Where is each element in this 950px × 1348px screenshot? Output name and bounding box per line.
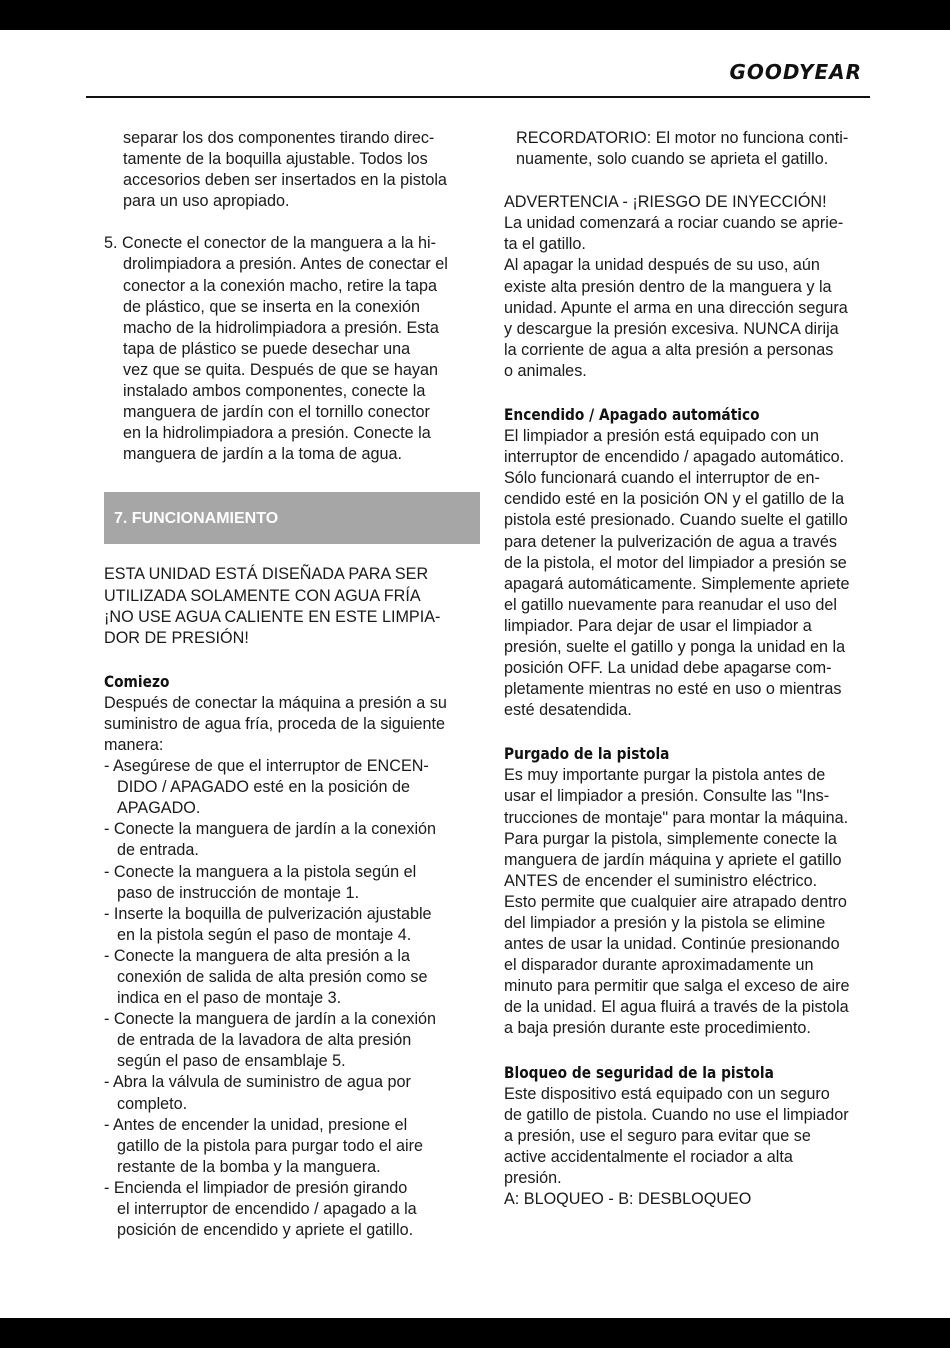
text-line: existe alta presión dentro de la manguera y la (504, 277, 832, 296)
top-black-band (0, 0, 950, 30)
cold-water-warning (104, 564, 480, 648)
text-line: o animales. (504, 361, 587, 380)
text-line: ANTES de encender el suministro eléctrico. (504, 871, 818, 890)
text-line: posición de encendido y apriete el gatillo. (117, 1221, 414, 1240)
heading-safety-lock: Bloqueo de seguridad de la pistola (504, 1062, 774, 1082)
text-line: unidad. Apunte el arma en una dirección segura (504, 298, 848, 317)
text-line: Después de conectar la máquina a presión a su (104, 693, 447, 712)
text-line: tapa de plástico se puede desechar una (123, 339, 411, 358)
text-line: esté desatendida. (504, 701, 632, 720)
text-line: de gatillo de pistola. Cuando no use el limpiador (504, 1105, 849, 1124)
purge-text (504, 765, 884, 1039)
goodyear-logo: GOODYEAR (729, 60, 862, 84)
text-line: ta el gatillo. (504, 235, 586, 254)
text-line: - Abra la válvula de suministro de agua por (104, 1073, 411, 1092)
text-line: minuto para permitir que salga el exceso de aire (504, 977, 850, 996)
text-line: DIDO / APAGADO esté en la posición de (117, 778, 411, 797)
text-line: - Inserte la boquilla de pulverización ajustable (104, 904, 432, 923)
text-line: el interruptor de encendido / apagado a la (117, 1200, 417, 1219)
text-line: Esto permite que cualquier aire atrapado dentro (504, 892, 847, 911)
text-line: de la pistola, el motor del limpiador a presión se (504, 553, 847, 572)
text-line: UTILIZADA SOLAMENTE CON AGUA FRÍA (104, 586, 421, 605)
text-line: usar el limpiador a presión. Consulte las "Ins- (504, 787, 830, 806)
text-line: a baja presión durante este procedimiento. (504, 1019, 811, 1038)
text-line: tamente de la boquilla ajustable. Todos los (123, 150, 428, 169)
text-line: de la unidad. El agua fluirá a través de la pistola (504, 998, 849, 1017)
text-line: active accidentalmente el rociador a alta (504, 1147, 793, 1166)
text-line: el disparador durante aproximadamente un (504, 956, 814, 975)
text-line: instalado ambos componentes, conecte la (123, 382, 426, 401)
text-line: conector a la conexión macho, retire la tapa (123, 276, 438, 295)
text-line: paso de instrucción de montaje 1. (117, 883, 360, 902)
text-line: para un uso apropiado. (123, 192, 290, 211)
text-line: pletamente mientras no esté en uso o mientras (504, 680, 842, 699)
text-line: de entrada de la lavadora de alta presión (117, 1031, 412, 1050)
text-line: según el paso de ensamblaje 5. (117, 1052, 346, 1071)
bottom-black-band (0, 1318, 950, 1348)
text-line: manguera de jardín a la toma de agua. (123, 445, 402, 464)
auto-on-off-text (504, 426, 884, 721)
text-line: apagará automáticamente. Simplemente apriete (504, 574, 850, 593)
text-line: - Conecte la manguera de jardín a la conexión (104, 1010, 437, 1029)
text-line: en la hidrolimpiadora a presión. Conecte la (123, 424, 431, 443)
text-line: nuamente, solo cuando se aprieta el gatillo. (516, 150, 829, 169)
text-line: - Asegúrese de que el interruptor de ENCEN- (104, 757, 429, 776)
heading-purge: Purgado de la pistola (504, 744, 670, 764)
text-line: APAGADO. (117, 799, 201, 818)
text-line: - Antes de encender la unidad, presione el (104, 1115, 408, 1134)
comiezo-steps (104, 756, 480, 1241)
text-line: 5. Conecte el conector de la manguera a la hi- (104, 234, 437, 253)
lock-modes: A: BLOQUEO - B: DESBLOQUEO (504, 1190, 752, 1209)
text-line: Es muy importante purgar la pistola antes de (504, 766, 826, 785)
reminder (504, 128, 884, 170)
text-line: Sólo funcionará cuando el interruptor de en- (504, 469, 820, 488)
text-line: manera: (104, 735, 164, 754)
text-line: limpiador. Para dejar de usar el limpiador a (504, 616, 812, 635)
text-line: gatillo de la pistola para purgar todo el aire (117, 1136, 423, 1155)
text-line: - Conecte la manguera de jardín a la conexión (104, 820, 437, 839)
text-line: en la pistola según el paso de montaje 4. (117, 925, 412, 944)
text-line: de entrada. (117, 841, 199, 860)
text-line: DOR DE PRESIÓN! (104, 628, 249, 647)
header-rule (86, 96, 870, 98)
text-line: suministro de agua fría, proceda de la siguiente (104, 714, 446, 733)
text-line: separar los dos componentes tirando direc- (123, 129, 435, 147)
text-line: Al apagar la unidad después de su uso, aún (504, 256, 820, 275)
text-line: Este dispositivo está equipado con un seguro (504, 1084, 830, 1103)
section-heading-funcionamiento: 7. FUNCIONAMIENTO (104, 492, 480, 544)
heading-auto-on-off: Encendido / Apagado automático (504, 405, 760, 425)
text-line: manguera de jardín con el tornillo conector (123, 403, 430, 422)
text-line: presión. (504, 1168, 562, 1187)
text-line: conexión de salida de alta presión como se (117, 968, 428, 986)
text-line: a presión, use el seguro para evitar que se (504, 1126, 811, 1145)
text-line: ESTA UNIDAD ESTÁ DISEÑADA PARA SER (104, 565, 429, 584)
text-line: accesorios deben ser insertados en la pistola (123, 171, 447, 190)
text-line: restante de la bomba y la manguera. (117, 1157, 381, 1176)
heading-comiezo: Comiezo (104, 671, 170, 691)
text-line: Para purgar la pistola, simplemente conecte la (504, 829, 837, 848)
text-line: de plástico, que se inserta en la conexión (123, 297, 420, 316)
text-line: - Conecte la manguera de alta presión a la (104, 946, 410, 965)
text-line: macho de la hidrolimpiadora a presión. Esta (123, 318, 439, 337)
text-line: y descargue la presión excesiva. NUNCA dirija (504, 319, 839, 338)
text-line: manguera de jardín máquina y apriete el gatillo (504, 850, 842, 869)
step-5-paragraph (104, 233, 480, 465)
text-line: - Encienda el limpiador de presión girando (104, 1178, 408, 1197)
text-line: la corriente de agua a alta presión a personas (504, 340, 834, 359)
text-line: vez que se quita. Después de que se hayan (123, 360, 438, 379)
text-line: pistola esté presionado. Cuando suelte el gatillo (504, 511, 848, 530)
comiezo-intro (104, 693, 480, 756)
text-line: drolimpiadora a presión. Antes de conectar el (123, 255, 448, 274)
text-line: indica en el paso de montaje 3. (117, 989, 342, 1008)
text-line: antes de usar la unidad. Continúe presionando (504, 935, 840, 954)
left-column (104, 128, 480, 1241)
intro-continuation (104, 128, 480, 212)
text-line: - Conecte la manguera a la pistola según el (104, 862, 417, 881)
text-line: trucciones de montaje" para montar la máquina. (504, 808, 849, 827)
text-line: interruptor de encendido / apagado automático. (504, 448, 845, 467)
text-line: RECORDATORIO: El motor no funciona conti- (516, 129, 849, 147)
text-line: del limpiador a presión y la pistola se elimine (504, 914, 826, 932)
safety-lock-text (504, 1084, 884, 1189)
text-line: posición OFF. La unidad debe apagarse com- (504, 659, 832, 678)
right-column (504, 128, 884, 1210)
text-line: ADVERTENCIA - ¡RIESGO DE INYECCIÓN! (504, 193, 827, 212)
text-line: para detener la pulverización de agua a través (504, 532, 837, 551)
text-line: el gatillo nuevamente para reanudar el uso del (504, 595, 837, 614)
text-line: completo. (117, 1094, 188, 1113)
text-line: La unidad comenzará a rociar cuando se aprie- (504, 214, 844, 233)
text-line: presión, suelte el gatillo y ponga la unidad en la (504, 637, 846, 656)
text-line: cendido esté en la posición ON y el gatillo de la (504, 490, 845, 509)
text-line: ¡NO USE AGUA CALIENTE EN ESTE LIMPIA- (104, 607, 441, 626)
injection-warning (504, 192, 884, 382)
text-line: El limpiador a presión está equipado con un (504, 427, 819, 446)
